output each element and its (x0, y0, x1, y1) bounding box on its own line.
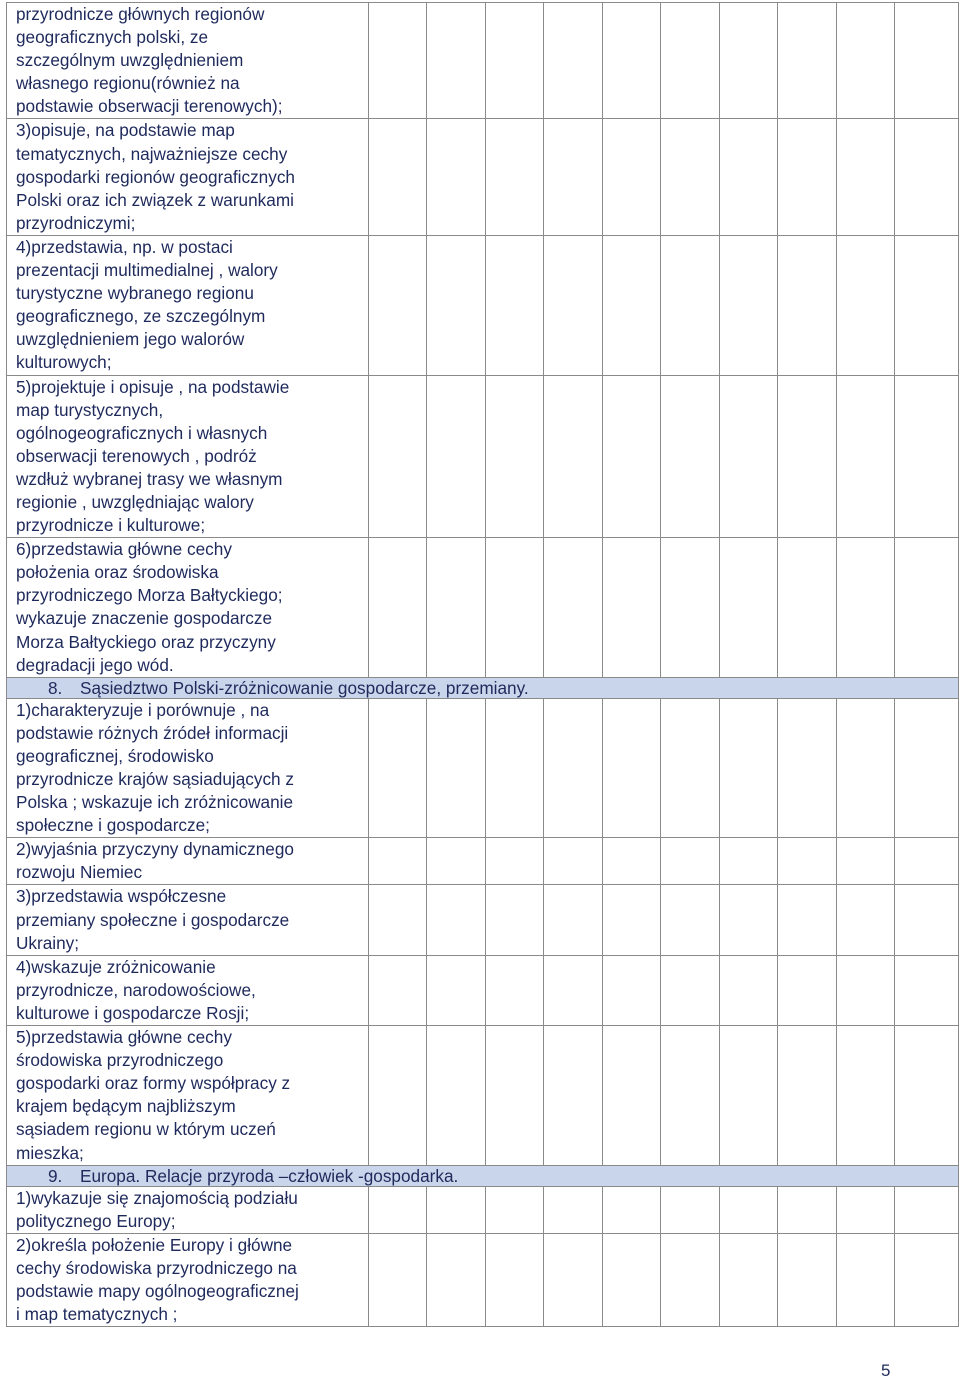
grade-cell (778, 119, 837, 235)
grade-cell (720, 885, 778, 955)
grade-cell (369, 1186, 427, 1233)
grade-cell (486, 698, 544, 838)
grade-cell (895, 1026, 959, 1166)
grade-cell (544, 885, 603, 955)
grade-cell (661, 1026, 720, 1166)
grade-cell (427, 375, 486, 538)
grade-cell (427, 3, 486, 119)
grade-cell (544, 838, 603, 885)
requirement-text: 1)wykazuje się znajomością podziału politycznego Europy; (16, 1187, 298, 1231)
grade-cell (544, 1186, 603, 1233)
curriculum-grid (6, 2, 959, 1327)
table-row (7, 698, 959, 838)
grade-cell (369, 1233, 427, 1326)
grade-cell (661, 1186, 720, 1233)
grade-cell (895, 538, 959, 678)
requirement-cell (7, 119, 369, 235)
table-row (7, 119, 959, 235)
grade-cell (486, 119, 544, 235)
requirement-text: 2)określa położenie Europy i główne cechy środowiska przyrodniczego na podstawie mapy ogólnogeograficznej i map tematycznych ; (16, 1234, 299, 1325)
grade-cell (778, 698, 837, 838)
grade-cell (661, 885, 720, 955)
grade-cell (895, 375, 959, 538)
grade-cell (720, 235, 778, 375)
grade-cell (486, 1026, 544, 1166)
grade-cell (720, 119, 778, 235)
grade-cell (544, 235, 603, 375)
section-header-cell (7, 677, 959, 698)
grade-cell (778, 1233, 837, 1326)
grade-cell (427, 538, 486, 678)
table-row (7, 1026, 959, 1166)
grade-cell (486, 538, 544, 678)
grade-cell (895, 235, 959, 375)
grade-cell (661, 838, 720, 885)
grade-cell (778, 538, 837, 678)
grade-cell (720, 1186, 778, 1233)
grade-cell (720, 1026, 778, 1166)
grade-cell (427, 235, 486, 375)
grade-cell (369, 3, 427, 119)
grade-cell (778, 885, 837, 955)
table-row (7, 955, 959, 1025)
grade-cell (837, 838, 895, 885)
grade-cell (603, 235, 661, 375)
grade-cell (837, 698, 895, 838)
grade-cell (603, 3, 661, 119)
grade-cell (661, 955, 720, 1025)
grade-cell (661, 698, 720, 838)
grade-cell (427, 698, 486, 838)
grade-cell (661, 3, 720, 119)
grade-cell (603, 1186, 661, 1233)
grade-cell (603, 375, 661, 538)
grade-cell (603, 698, 661, 838)
grade-cell (369, 955, 427, 1025)
grade-cell (486, 838, 544, 885)
grade-cell (837, 955, 895, 1025)
requirement-cell (7, 375, 369, 538)
grade-cell (603, 955, 661, 1025)
table-row (7, 538, 959, 678)
requirement-cell (7, 3, 369, 119)
grade-cell (895, 1186, 959, 1233)
grade-cell (720, 698, 778, 838)
grade-cell (369, 375, 427, 538)
grade-cell (778, 235, 837, 375)
requirement-text: 2)wyjaśnia przyczyny dynamicznego rozwoju Niemiec (16, 839, 294, 883)
grade-cell (778, 955, 837, 1025)
grade-cell (778, 1026, 837, 1166)
requirement-text: 6)przedstawia główne cechy położenia oraz środowiska przyrodniczego Morza Bałtyckiego; wykazuje znaczenie gospodarcze Morza Bałtyckiego oraz przyczyny degradacji jego wód. (16, 539, 283, 675)
requirement-cell (7, 1026, 369, 1166)
curriculum-body (7, 3, 959, 1327)
grade-cell (837, 538, 895, 678)
grade-cell (837, 119, 895, 235)
grade-cell (544, 698, 603, 838)
table-row (7, 838, 959, 885)
grade-cell (720, 3, 778, 119)
requirement-cell (7, 1186, 369, 1233)
grade-cell (544, 3, 603, 119)
requirement-text: 5)przedstawia główne cechy środowiska przyrodniczego gospodarki oraz formy współpracy z krajem będącym najbliższym sąsiadem regionu w którym uczeń mieszka; (16, 1027, 291, 1163)
grade-cell (369, 235, 427, 375)
grade-cell (544, 1026, 603, 1166)
requirement-text: 5)projektuje i opisuje , na podstawie map turystycznych, ogólnogeograficznych i własnych obserwacji terenowych , podróż wzdłuż wybranej trasy we własnym regionie , uwzględniając walory przyrodnicze i kulturowe; (16, 376, 290, 536)
grade-cell (369, 838, 427, 885)
grade-cell (544, 119, 603, 235)
grade-cell (544, 955, 603, 1025)
section-title: Sąsiedztwo Polski-zróżnicowanie gospodarcze, przemiany. (80, 677, 529, 698)
grade-cell (544, 538, 603, 678)
requirement-cell (7, 1233, 369, 1326)
requirement-text: 4)wskazuje zróżnicowanie przyrodnicze, narodowościowe, kulturowe i gospodarcze Rosji; (16, 956, 256, 1023)
grade-cell (544, 375, 603, 538)
grade-cell (427, 1186, 486, 1233)
grade-cell (895, 1233, 959, 1326)
requirement-cell (7, 955, 369, 1025)
requirement-cell (7, 538, 369, 678)
grade-cell (837, 235, 895, 375)
grade-cell (661, 538, 720, 678)
grade-cell (486, 375, 544, 538)
grade-cell (427, 119, 486, 235)
table-row (7, 885, 959, 955)
requirement-text: 1)charakteryzuje i porównuje , na podstawie różnych źródeł informacji geograficznej, środowisko przyrodnicze krajów sąsiadujących z Polska ; wskazuje ich zróżnicowanie społeczne i gospodarcze; (16, 699, 294, 836)
grade-cell (603, 838, 661, 885)
grade-cell (486, 1233, 544, 1326)
section-number: 8. (48, 677, 63, 698)
grade-cell (603, 1233, 661, 1326)
grade-cell (661, 119, 720, 235)
grade-cell (661, 235, 720, 375)
grade-cell (486, 235, 544, 375)
grade-cell (720, 375, 778, 538)
grade-cell (895, 955, 959, 1025)
grade-cell (720, 838, 778, 885)
section-number: 9. (48, 1165, 63, 1186)
grade-cell (427, 1026, 486, 1166)
grade-cell (720, 955, 778, 1025)
grade-cell (486, 1186, 544, 1233)
grade-cell (603, 1026, 661, 1166)
table-row (7, 1186, 959, 1233)
grade-cell (895, 119, 959, 235)
table-row (7, 375, 959, 538)
grade-cell (661, 1233, 720, 1326)
grade-cell (369, 538, 427, 678)
grade-cell (427, 955, 486, 1025)
requirement-text: 3)opisuje, na podstawie map tematycznych, najważniejsze cechy gospodarki regionów geograficznych Polski oraz ich związek z warunkami przyrodniczymi; (16, 120, 295, 233)
requirement-cell (7, 235, 369, 375)
requirement-text: przyrodnicze głównych regionów geograficznych polski, ze szczególnym uwzględnieniem własnego regionu(również na podstawie obserwacji terenowych); (16, 4, 283, 117)
requirement-cell (7, 838, 369, 885)
grade-cell (895, 3, 959, 119)
grade-cell (837, 1233, 895, 1326)
grade-cell (778, 375, 837, 538)
table-row (7, 235, 959, 375)
grade-cell (720, 1233, 778, 1326)
section-header-8 (7, 677, 959, 698)
section-header-9 (7, 1165, 959, 1186)
grade-cell (427, 1233, 486, 1326)
grade-cell (486, 3, 544, 119)
grade-cell (544, 1233, 603, 1326)
grade-cell (837, 3, 895, 119)
section-header-cell (7, 1165, 959, 1186)
grade-cell (486, 885, 544, 955)
grade-cell (837, 885, 895, 955)
table-row (7, 1233, 959, 1326)
page-number: 5 (881, 1361, 891, 1380)
requirement-text: 4)przedstawia, np. w postaci prezentacji multimedialnej , walory turystyczne wybranego regionu geograficznego, ze szczególnym uwzględnieniem jego walorów kulturowych; (16, 236, 278, 373)
requirement-cell (7, 698, 369, 838)
table-row (7, 3, 959, 119)
grade-cell (778, 3, 837, 119)
grade-cell (837, 1026, 895, 1166)
grade-cell (778, 1186, 837, 1233)
grade-cell (369, 698, 427, 838)
grade-cell (603, 538, 661, 678)
grade-cell (603, 119, 661, 235)
grade-cell (427, 885, 486, 955)
section-title: Europa. Relacje przyroda –człowiek -gospodarka. (80, 1165, 459, 1186)
grade-cell (603, 885, 661, 955)
grade-cell (720, 538, 778, 678)
grade-cell (369, 1026, 427, 1166)
grade-cell (369, 119, 427, 235)
grade-cell (778, 838, 837, 885)
grade-cell (837, 1186, 895, 1233)
grade-cell (369, 885, 427, 955)
grade-cell (661, 375, 720, 538)
grade-cell (895, 885, 959, 955)
grade-cell (427, 838, 486, 885)
grade-cell (486, 955, 544, 1025)
curriculum-table-sheet (6, 2, 956, 1327)
requirement-text: 3)przedstawia współczesne przemiany społeczne i gospodarcze Ukrainy; (16, 886, 290, 953)
grade-cell (895, 838, 959, 885)
grade-cell (837, 375, 895, 538)
requirement-cell (7, 885, 369, 955)
grade-cell (895, 698, 959, 838)
